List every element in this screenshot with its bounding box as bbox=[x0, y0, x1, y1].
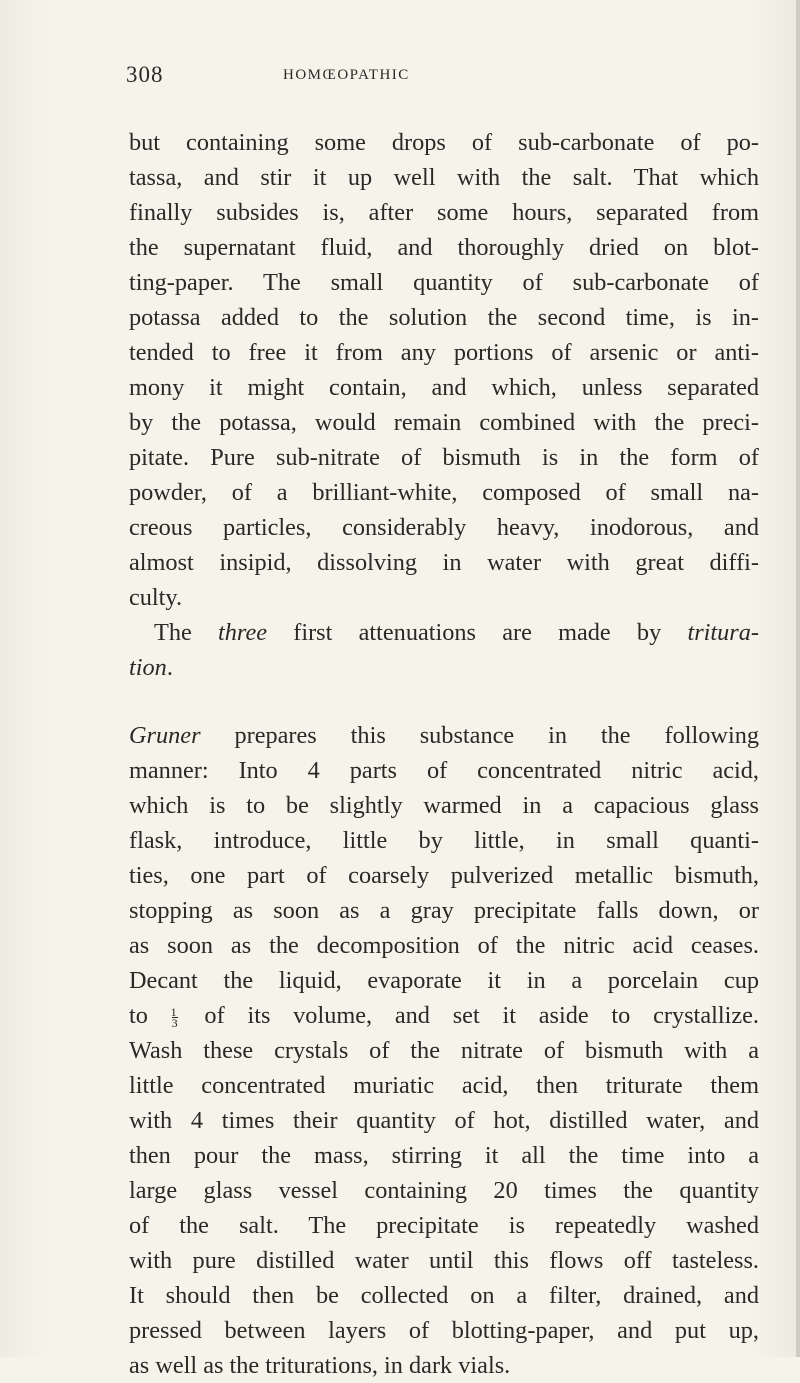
text-line: mony it might contain, and which, unless separated bbox=[129, 374, 759, 401]
text-line: culty. bbox=[129, 584, 183, 611]
fraction-denominator: 3 bbox=[171, 1015, 178, 1030]
text-line: Wash these crystals of the nitrate of bismuth with a bbox=[129, 1037, 759, 1064]
text-line: powder, of a brilliant-white, composed of small na- bbox=[129, 479, 759, 506]
text-line: pitate. Pure sub-nitrate of bismuth is in the form of bbox=[129, 444, 759, 471]
italic-term: tion bbox=[129, 654, 167, 681]
text-line: of the salt. The precipitate is repeatedly washed bbox=[129, 1212, 759, 1239]
text-line: finally subsides is, after some hours, separated from bbox=[129, 199, 759, 226]
running-head bbox=[126, 62, 726, 96]
paragraph-1 bbox=[129, 125, 759, 615]
text-line: but containing some drops of sub-carbonate of po- bbox=[129, 129, 759, 156]
text-line: with pure distilled water until this flows off tasteless. bbox=[129, 1247, 759, 1274]
text-line: ties, one part of coarsely pulverized metallic bismuth, bbox=[129, 862, 759, 889]
running-head-title: HOMŒOPATHIC bbox=[283, 67, 410, 83]
text-line: the supernatant fluid, and thoroughly dried on blot- bbox=[129, 234, 759, 261]
text-line: large glass vessel containing 20 times the quantity bbox=[129, 1177, 759, 1204]
text-line: flask, introduce, little by little, in small quanti- bbox=[129, 827, 759, 854]
page-number: 308 bbox=[126, 62, 164, 87]
italic-name: Gruner bbox=[129, 722, 201, 749]
text-line: which is to be slightly warmed in a capacious glass bbox=[129, 792, 759, 819]
text-run: of its volume, and set it aside to crystallize. bbox=[181, 1002, 759, 1029]
text-line bbox=[129, 650, 759, 685]
text-line bbox=[129, 718, 759, 753]
text-line: Decant the liquid, evaporate it in a porcelain cup bbox=[129, 967, 759, 994]
text-line: tassa, and stir it up well with the salt. That which bbox=[129, 164, 759, 191]
paragraph-3 bbox=[129, 718, 759, 1383]
italic-term: tritura- bbox=[687, 619, 759, 646]
text-line: stopping as soon as a gray precipitate falls down, or bbox=[129, 897, 759, 924]
text-line: ting-paper. The small quantity of sub-carbonate of bbox=[129, 269, 759, 296]
text-line: potassa added to the solution the second time, is in- bbox=[129, 304, 759, 331]
one-third-fraction bbox=[170, 1004, 179, 1030]
text-line bbox=[129, 615, 759, 650]
text-line: creous particles, considerably heavy, inodorous, and bbox=[129, 514, 759, 541]
text-line: It should then be collected on a filter, drained, and bbox=[129, 1282, 759, 1309]
text-line: as well as the triturations, in dark vials. bbox=[129, 1352, 511, 1379]
fraction-numerator: 1 bbox=[170, 1004, 177, 1019]
italic-term: three bbox=[218, 619, 268, 646]
paragraph-2 bbox=[129, 615, 759, 685]
text-line bbox=[129, 998, 759, 1033]
text-line: manner: Into 4 parts of concentrated nitric acid, bbox=[129, 757, 759, 784]
text-run: . bbox=[166, 654, 173, 681]
text-line: then pour the mass, stirring it all the time into a bbox=[129, 1142, 759, 1169]
text-line: almost insipid, dissolving in water with great diffi- bbox=[129, 549, 759, 576]
text-line: tended to free it from any portions of arsenic or anti- bbox=[129, 339, 759, 366]
text-run: to bbox=[129, 1002, 171, 1029]
text-run: first attenuations are made by bbox=[267, 619, 688, 646]
text-line: with 4 times their quantity of hot, distilled water, and bbox=[129, 1107, 759, 1134]
text-run: prepares this substance in the following bbox=[200, 722, 759, 749]
text-line: as soon as the decomposition of the nitric acid ceases. bbox=[129, 932, 759, 959]
text-line: little concentrated muriatic acid, then triturate them bbox=[129, 1072, 759, 1099]
text-line: by the potassa, would remain combined with the preci- bbox=[129, 409, 759, 436]
text-line: pressed between layers of blotting-paper, and put up, bbox=[129, 1317, 759, 1344]
text-run: The bbox=[154, 619, 218, 646]
